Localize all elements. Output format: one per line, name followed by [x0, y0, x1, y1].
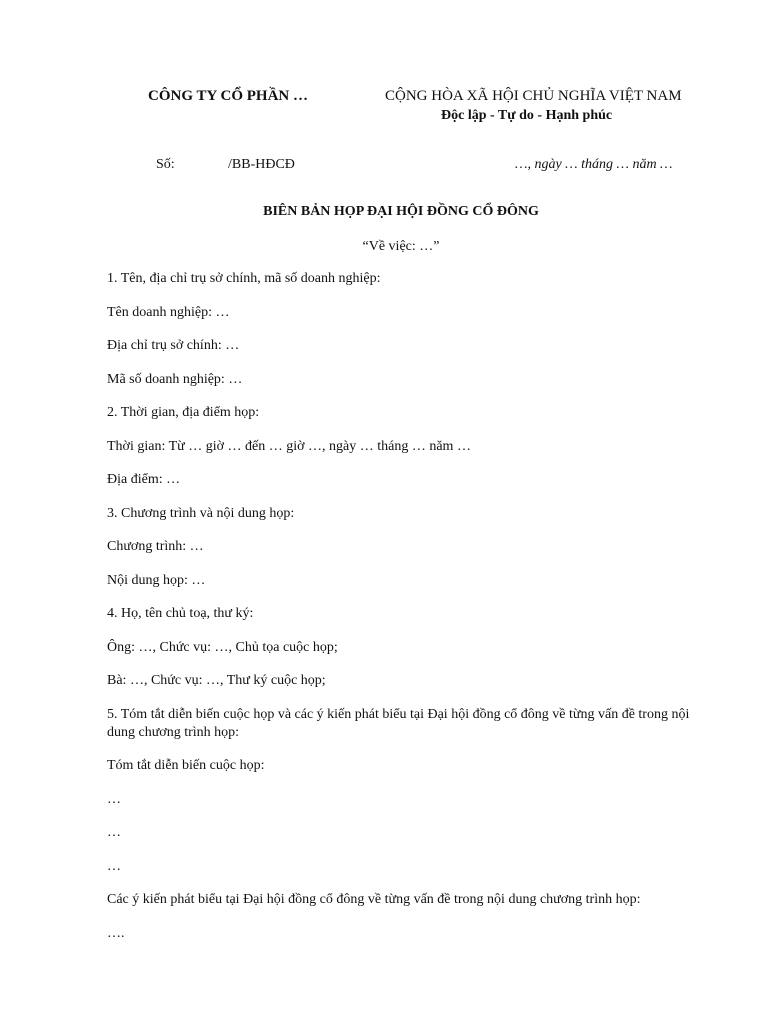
document-number-label: Số:	[156, 157, 175, 172]
national-motto: Độc lập - Tự do - Hạnh phúc	[441, 108, 613, 123]
document-number-code: /BB-HĐCĐ	[228, 157, 295, 172]
field-enterprise-code: Mã số doanh nghiệp: …	[107, 372, 243, 387]
field-chairperson: Ông: …, Chức vụ: …, Chủ tọa cuộc họp;	[107, 640, 338, 655]
republic-heading: CỘNG HÒA XÃ HỘI CHỦ NGHĨA VIỆT NAM	[385, 88, 682, 104]
document-title: BIÊN BẢN HỌP ĐẠI HỘI ĐỒNG CỔ ĐÔNG	[263, 204, 539, 219]
field-head-office-address: Địa chỉ trụ sở chính: …	[107, 338, 240, 353]
field-meeting-time: Thời gian: Từ … giờ … đến … giờ …, ngày … tháng … năm …	[107, 439, 471, 454]
section-5-heading: 5. Tóm tắt diễn biến cuộc họp và các ý kiến phát biểu tại Đại hội đồng cổ đông về từng vấn đề trong nội dung chương trình họp:	[107, 707, 690, 740]
ellipsis-line: …	[107, 825, 121, 840]
field-agenda: Chương trình: …	[107, 539, 204, 554]
ellipsis-line: …	[107, 792, 121, 807]
field-secretary: Bà: …, Chức vụ: …, Thư ký cuộc họp;	[107, 673, 326, 688]
field-company-name: Tên doanh nghiệp: …	[107, 305, 230, 320]
ellipsis-line: ….	[107, 926, 125, 941]
field-meeting-location: Địa điểm: …	[107, 472, 181, 487]
ellipsis-line: …	[107, 859, 121, 874]
date-line: …, ngày … tháng … năm …	[515, 157, 673, 172]
field-meeting-content: Nội dung họp: …	[107, 573, 206, 588]
section-4-heading: 4. Họ, tên chủ toạ, thư ký:	[107, 606, 254, 621]
company-name: CÔNG TY CỔ PHẦN …	[148, 88, 309, 104]
field-shareholder-opinions: Các ý kiến phát biểu tại Đại hội đồng cổ đông về từng vấn đề trong nội dung chương trình họp:	[107, 892, 641, 907]
section-1-heading: 1. Tên, địa chỉ trụ sở chính, mã số doanh nghiệp:	[107, 271, 381, 286]
section-2-heading: 2. Thời gian, địa điểm họp:	[107, 405, 260, 420]
document-subject: “Về việc: …”	[362, 239, 440, 254]
section-3-heading: 3. Chương trình và nội dung họp:	[107, 506, 295, 521]
field-meeting-summary: Tóm tắt diễn biến cuộc họp:	[107, 758, 265, 773]
